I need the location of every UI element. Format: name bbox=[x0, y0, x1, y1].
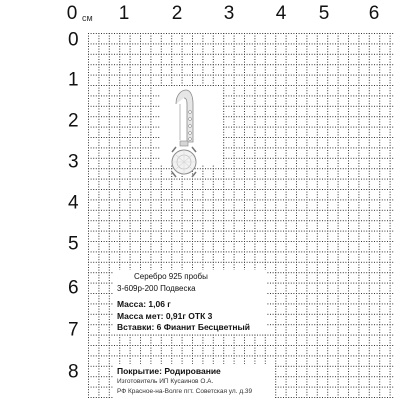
unit-label: см bbox=[82, 13, 93, 23]
left-number-1: 1 bbox=[68, 69, 79, 91]
top-number-6: 6 bbox=[368, 3, 380, 24]
maker-line1: Изготовитель ИП Кусаинов О.А. bbox=[117, 378, 214, 385]
product-coating: Покрытие: Родирование bbox=[117, 366, 221, 376]
left-number-4: 4 bbox=[68, 192, 79, 214]
product-title-line2: 3-609р-200 Подвеска bbox=[117, 284, 196, 293]
left-number-7: 7 bbox=[68, 319, 79, 341]
product-inserts: Вставки: 6 Фианит Бесцветный bbox=[117, 322, 251, 332]
left-number-8: 8 bbox=[68, 361, 79, 383]
left-number-0: 0 bbox=[68, 29, 79, 51]
product-title-line1: Серебро 925 пробы bbox=[134, 272, 208, 281]
top-number-4: 4 bbox=[275, 3, 287, 24]
maker-line2: РФ Красное-на-Волге пгт. Советская ул. д.39 bbox=[117, 388, 253, 395]
top-number-2: 2 bbox=[171, 3, 183, 24]
left-number-3: 3 bbox=[68, 151, 79, 173]
left-number-2: 2 bbox=[68, 110, 79, 132]
top-number-1: 1 bbox=[118, 3, 130, 24]
top-number-3: 3 bbox=[223, 3, 235, 24]
top-number-0: 0 bbox=[66, 3, 78, 24]
product-metal-mass: Масса мет: 0,91г ОТК 3 bbox=[117, 311, 213, 321]
top-number-5: 5 bbox=[318, 3, 330, 24]
left-number-6: 6 bbox=[68, 277, 79, 299]
product-mass: Масса: 1,06 г bbox=[117, 299, 171, 309]
left-number-5: 5 bbox=[68, 233, 79, 255]
